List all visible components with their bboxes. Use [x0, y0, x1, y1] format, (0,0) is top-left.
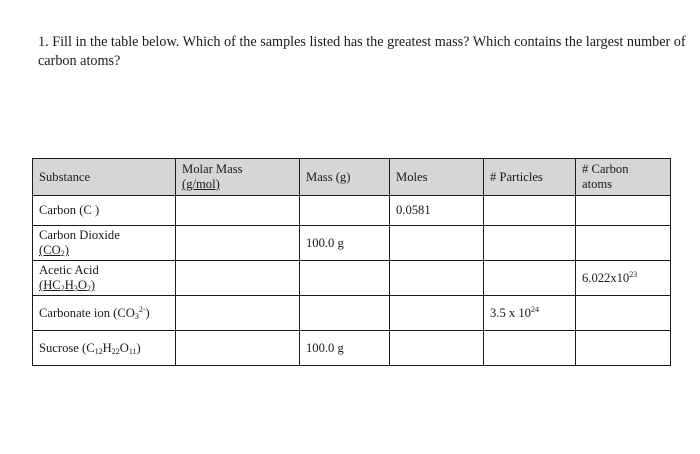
fill-in-table	[32, 158, 671, 366]
cell-carbon-atoms[interactable]	[576, 331, 671, 366]
table-row	[33, 196, 671, 226]
cell-substance	[33, 226, 176, 261]
cell-substance	[33, 261, 176, 296]
header-particles: # Particles	[484, 159, 576, 196]
cell-moles[interactable]	[390, 261, 484, 296]
header-substance: Substance	[33, 159, 176, 196]
table-row	[33, 261, 671, 296]
cell-particles[interactable]	[484, 261, 576, 296]
cell-mass[interactable]	[300, 296, 390, 331]
cell-carbon-atoms[interactable]	[576, 226, 671, 261]
cell-moles: 0.0581	[390, 196, 484, 226]
header-molar-mass-line2: (g/mol)	[182, 177, 220, 191]
cell-moles[interactable]	[390, 296, 484, 331]
question-text: 1. Fill in the table below. Which of the samples listed has the greatest mass? Which contains the largest number of carbon atoms?	[38, 34, 686, 69]
cell-substance-line1: Carbon Dioxide	[39, 228, 120, 242]
cell-mass: 100.0 g	[300, 226, 390, 261]
cell-carbon-atoms[interactable]	[576, 296, 671, 331]
header-moles: Moles	[390, 159, 484, 196]
header-molar-mass-line1: Molar Mass	[182, 162, 243, 176]
table-row	[33, 296, 671, 331]
cell-molar-mass[interactable]	[176, 331, 300, 366]
cell-particles[interactable]	[484, 226, 576, 261]
cell-mass: 100.0 g	[300, 331, 390, 366]
cell-mass[interactable]	[300, 196, 390, 226]
cell-moles[interactable]	[390, 331, 484, 366]
header-carbon-line2: atoms	[582, 177, 613, 191]
header-molar-mass	[176, 159, 300, 196]
cell-particles[interactable]	[484, 196, 576, 226]
header-mass: Mass (g)	[300, 159, 390, 196]
table-row	[33, 226, 671, 261]
cell-substance-line2: $(CO_2)$	[39, 243, 69, 258]
cell-substance: Carbonate ion $(CO_3^{2-})$	[33, 296, 176, 331]
cell-substance: Sucrose $(C_{12}H_{22}O_{11})$	[33, 331, 176, 366]
cell-carbon-atoms: $6.022x10^{23}$	[576, 261, 671, 296]
cell-substance-line2: $(HC_2H_3O_2)$	[39, 278, 96, 293]
cell-molar-mass[interactable]	[176, 196, 300, 226]
cell-particles: 3.5 x $10^{24}$	[484, 296, 576, 331]
cell-molar-mass[interactable]	[176, 261, 300, 296]
cell-mass[interactable]	[300, 261, 390, 296]
cell-particles[interactable]	[484, 331, 576, 366]
cell-moles[interactable]	[390, 226, 484, 261]
header-carbon-line1: # Carbon	[582, 162, 629, 176]
cell-molar-mass[interactable]	[176, 226, 300, 261]
cell-substance: Carbon (C )	[33, 196, 176, 226]
table-row	[33, 331, 671, 366]
cell-substance-line1: Acetic Acid	[39, 263, 99, 277]
cell-carbon-atoms[interactable]	[576, 196, 671, 226]
cell-molar-mass[interactable]	[176, 296, 300, 331]
header-row	[33, 159, 671, 196]
header-carbon-atoms	[576, 159, 671, 196]
